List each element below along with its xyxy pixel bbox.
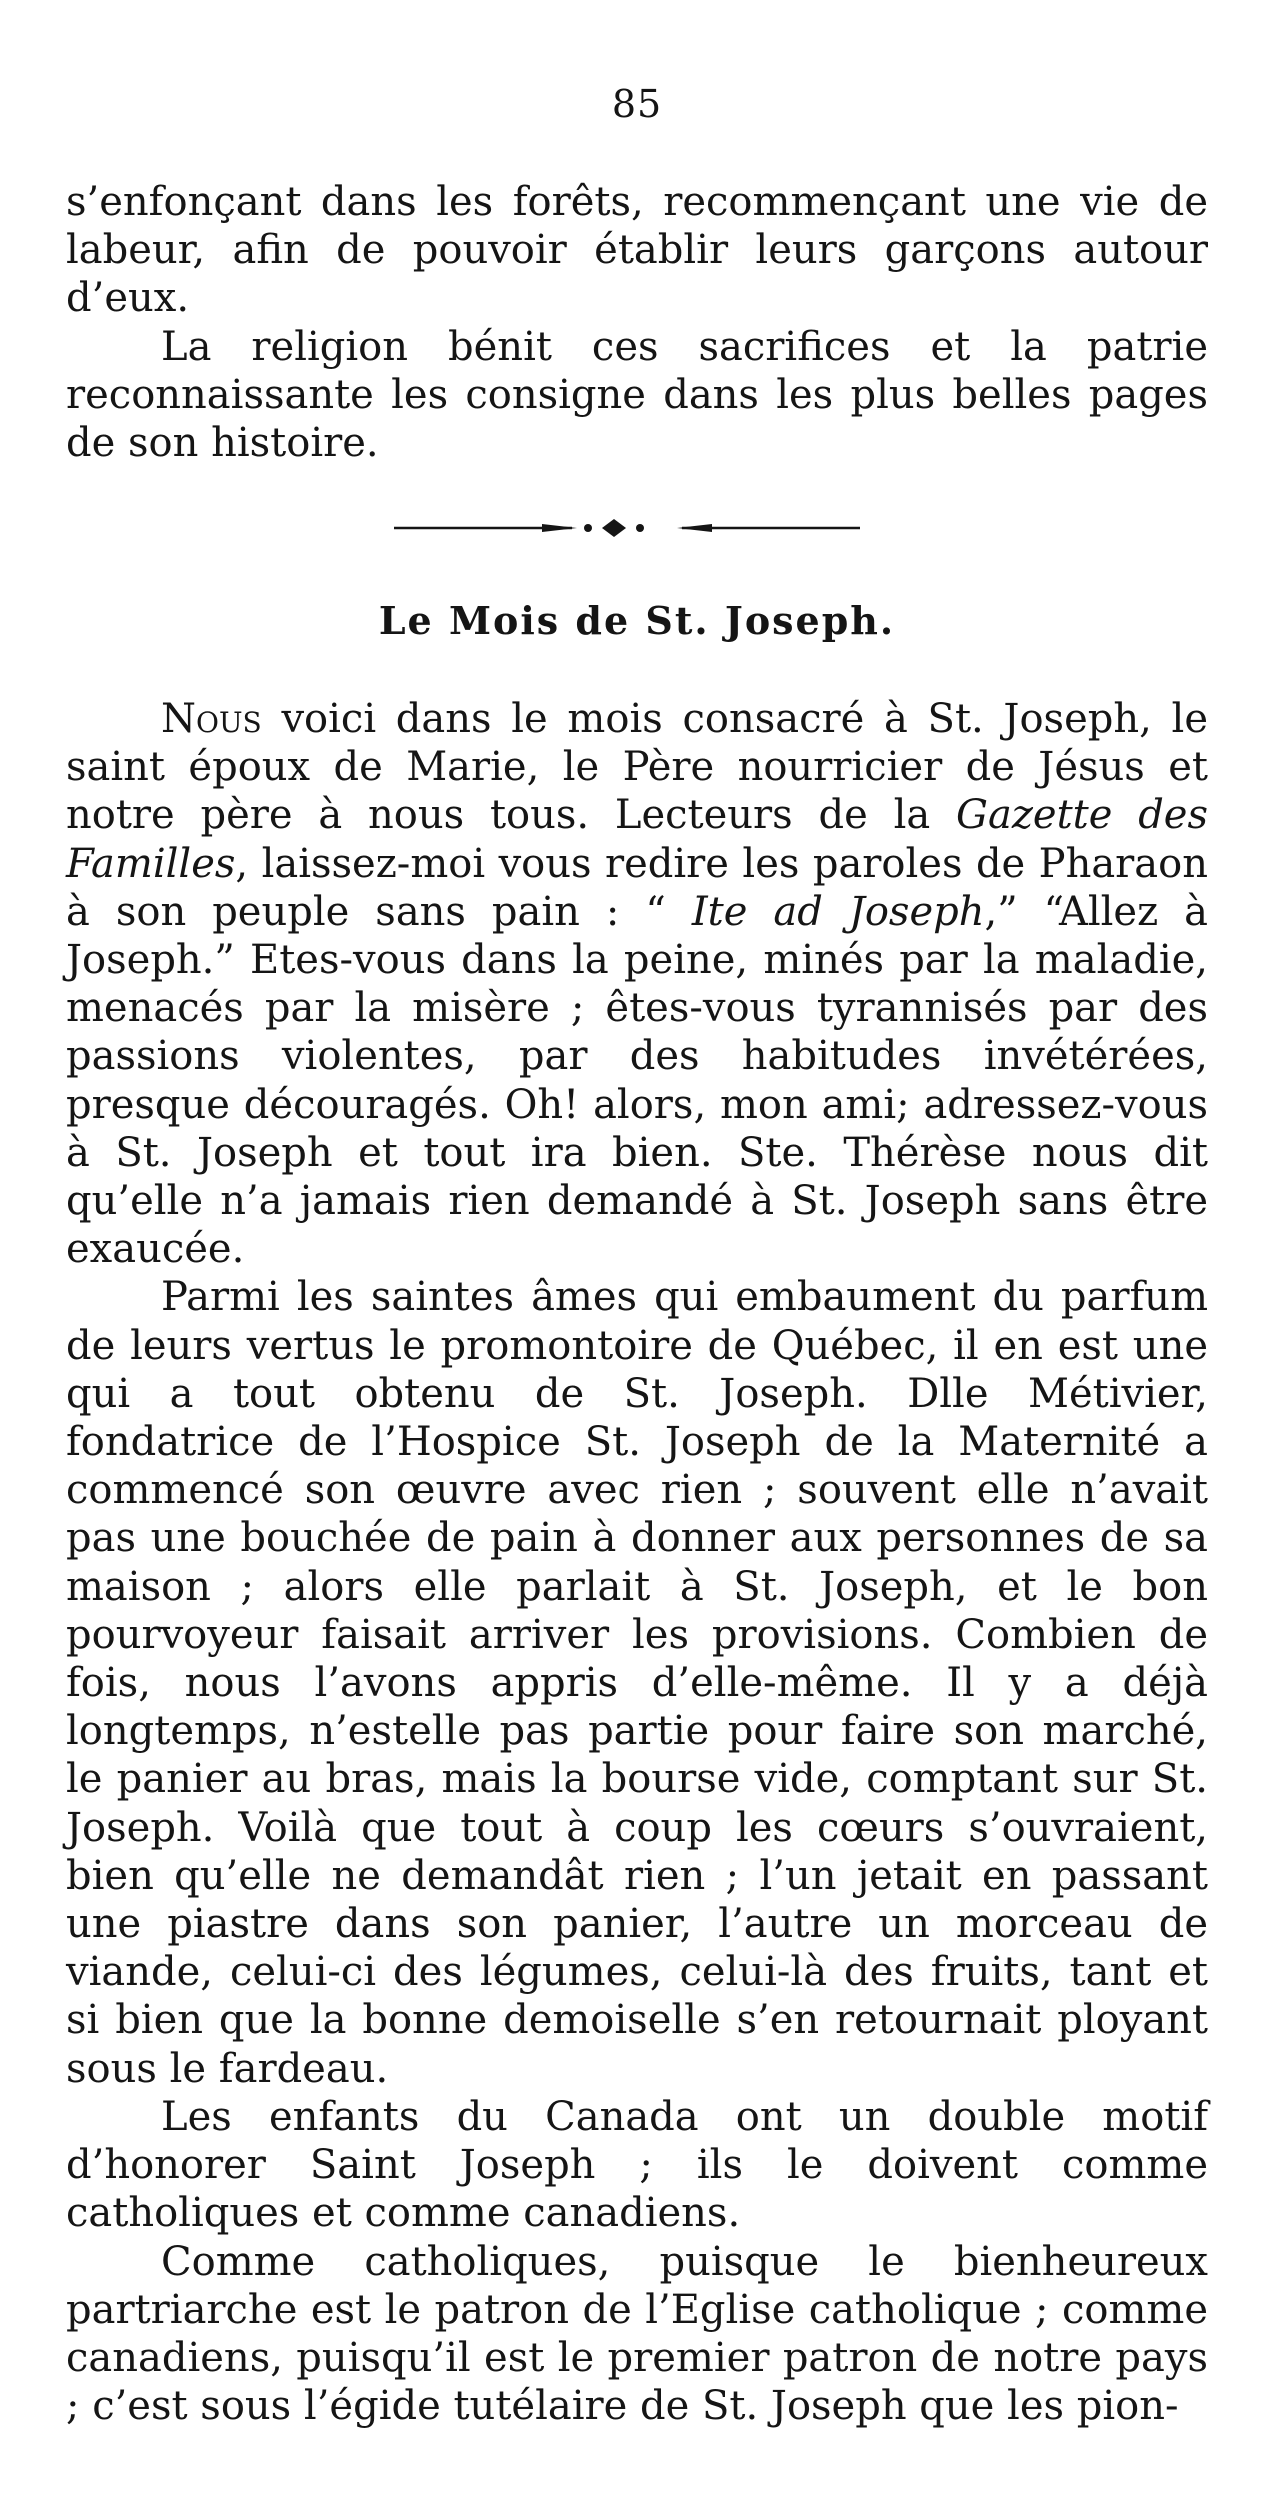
intro-text-1: voici dans le mois consacré à St. Joseph, le saint époux de Marie, le Père nourricier de Jésus et notre père à nous tous. Lecteurs de la — [66, 696, 1208, 839]
latin-quote: Ite ad Joseph — [691, 888, 985, 935]
journal-title: Gazette des Familles — [66, 792, 1209, 887]
opening-text — [66, 178, 1208, 467]
page-number: 85 — [611, 82, 663, 126]
paragraph-metivier: Parmi les saintes âmes qui embaument du parfum de leurs vertus le promontoire de Québec, il en est une qui a tout obtenu de St. Joseph. Dlle Métivier, fondatrice de l’Hospice St. Joseph de la Maternité a commencé son œuvre avec rien ; souvent elle n’avait pas une bouchée de pain à donner aux personnes de sa maison ; alors elle parlait à St. Joseph, et le bon pourvoyeur faisait arriver les provisions. Combien de fois, nous l’avons appris d’elle-même. Il y a déjà longtemps, n’estelle pas partie pour faire son marché, le panier au bras, mais la bourse vide, comptant sur St. Joseph. Voilà que tout à coup les cœurs s’ouvraient, bien qu’elle ne demandât rien ; l’un jetait en passant une piastre dans son panier, l’autre un morceau de viande, celui-ci des légumes, celui-là des fruits, tant et si bien que la bonne demoiselle s’en retournait ployant sous le fardeau. — [66, 1274, 1208, 2092]
intro-text-2: , laissez-moi vous redire les paroles de Pharaon à son peuple sans pain : “ — [66, 840, 1208, 935]
intro-text-3: ,” “Allez à Joseph.” Etes-vous dans la peine, minés par la maladie, menacés par la misère ; êtes-vous tyrannisés par des passions violentes, par des habitudes invétérées, presque découragés. Oh! alors, mon ami; adressez-vous à St. Joseph et tout ira bien. Ste. Thérèse nous dit qu’elle n’a jamais rien demandé à St. Joseph sans être exaucée. — [66, 888, 1208, 1273]
paragraph-canada: Les enfants du Canada ont un double motif d’honorer Saint Joseph ; ils le doivent comme catholiques et comme canadiens. — [66, 2093, 1208, 2237]
paragraph-religion: La religion bénit ces sacrifices et la patrie reconnaissante les consigne dans les plus belles pages de son histoire. — [66, 323, 1208, 467]
section-heading: Le Mois de St. Joseph. — [378, 598, 896, 643]
lead-caps: Nous — [161, 696, 262, 742]
paragraph-continued: s’enfonçant dans les forêts, recommençant une vie de labeur, afin de pouvoir établir leurs garçons autour d’eux. — [66, 179, 1208, 322]
article-body — [66, 695, 1208, 2430]
divider-ornament-icon — [392, 508, 862, 548]
paragraph-intro — [66, 695, 1208, 1273]
paragraph-catholiques: Comme catholiques, puisque le bienheureux partriarche est le patron de l’Eglise catholique ; comme canadiens, puisqu’il est le premier patron de notre pays ; c’est sous l’égide tutélaire de St. Joseph que les pion- — [66, 2238, 1208, 2430]
